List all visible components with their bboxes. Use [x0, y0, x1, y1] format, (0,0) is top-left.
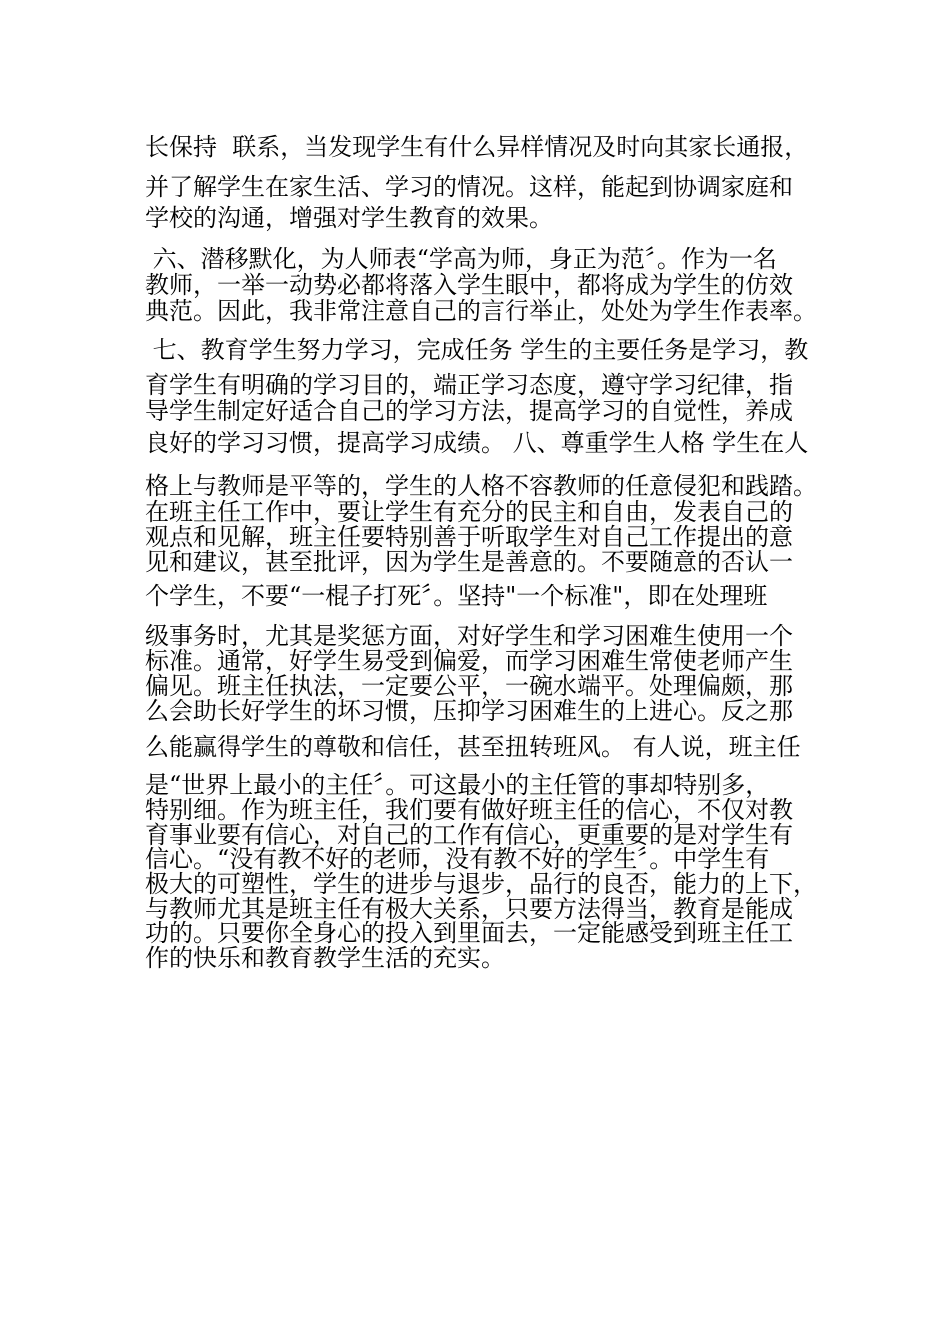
text-line: 极大的可塑性，学生的进步与退步，品行的良否，能力的上下，	[145, 870, 817, 898]
text-line: 并了解学生在家生活、学习的情况。这样，能起到协调家庭和	[145, 173, 793, 201]
text-line: 长保持 联系，当发现学生有什么异样情况及时向其家长通报，	[145, 133, 809, 161]
text-line: 育学生有明确的学习目的，端正学习态度，遵守学习纪律，指	[145, 371, 793, 399]
text-line: 与教师尤其是班主任有极大关系，只要方法得当，教育是能成	[145, 895, 793, 923]
text-line: 级事务时，尤其是奖惩方面，对好学生和学习困难生使用一个	[145, 622, 793, 650]
text-line: 七、教育学生努力学习，完成任务 学生的主要任务是学习，教	[145, 336, 809, 364]
text-line: 作的快乐和教育教学生活的充实。	[145, 944, 505, 972]
text-line: 良好的学习习惯，提高学习成绩。 八、尊重学生人格 学生在人	[145, 429, 809, 457]
text-line: 特别细。作为班主任，我们要有做好班主任的信心，不仅对教	[145, 796, 793, 824]
text-line: 是“世界上最小的主任〞。可这最小的主任管的事却特别多，	[145, 771, 770, 799]
text-line: 导学生制定好适合自己的学习方法，提高学习的自觉性，养成	[145, 397, 793, 425]
text-line: 见和建议，甚至批评，因为学生是善意的。不要随意的否认一	[145, 548, 793, 576]
text-line: 信心。“没有教不好的老师，没有教不好的学生〞。中学生有	[145, 845, 770, 873]
text-line: 典范。因此，我非常注意自己的言行举止，处处为学生作表率。	[145, 297, 817, 325]
text-line: 偏见。班主任执法，一定要公平，一碗水端平。处理偏颇，那	[145, 672, 793, 700]
text-line: 学校的沟通，增强对学生教育的效果。	[145, 204, 553, 232]
text-line: 标准。通常，好学生易受到偏爱，而学习困难生常使老师产生	[145, 647, 793, 675]
text-line: 观点和见解，班主任要特别善于听取学生对自己工作提出的意	[145, 523, 793, 551]
text-line: 个学生，不要“一棍子打死〞。坚持"一个标准"，即在处理班	[145, 582, 768, 610]
text-line: 教师，一举一动势必都将落入学生眼中，都将成为学生的仿效	[145, 271, 793, 299]
text-line: 育事业要有信心，对自己的工作有信心，更重要的是对学生有	[145, 821, 793, 849]
text-line: 在班主任工作中，要让学生有充分的民主和自由，发表自己的	[145, 498, 793, 526]
text-line: 么会助长好学生的坏习惯，压抑学习困难生的上进心。反之那	[145, 697, 793, 725]
text-line: 功的。只要你全身心的投入到里面去，一定能感受到班主任工	[145, 919, 793, 947]
text-line: 格上与教师是平等的，学生的人格不容教师的任意侵犯和践踏。	[145, 472, 817, 500]
text-line: 六、潜移默化，为人师表“学高为师，身正为范〞。作为一名	[145, 245, 777, 273]
text-line: 么能赢得学生的尊敬和信任，甚至扭转班风。 有人说，班主任	[145, 733, 801, 761]
